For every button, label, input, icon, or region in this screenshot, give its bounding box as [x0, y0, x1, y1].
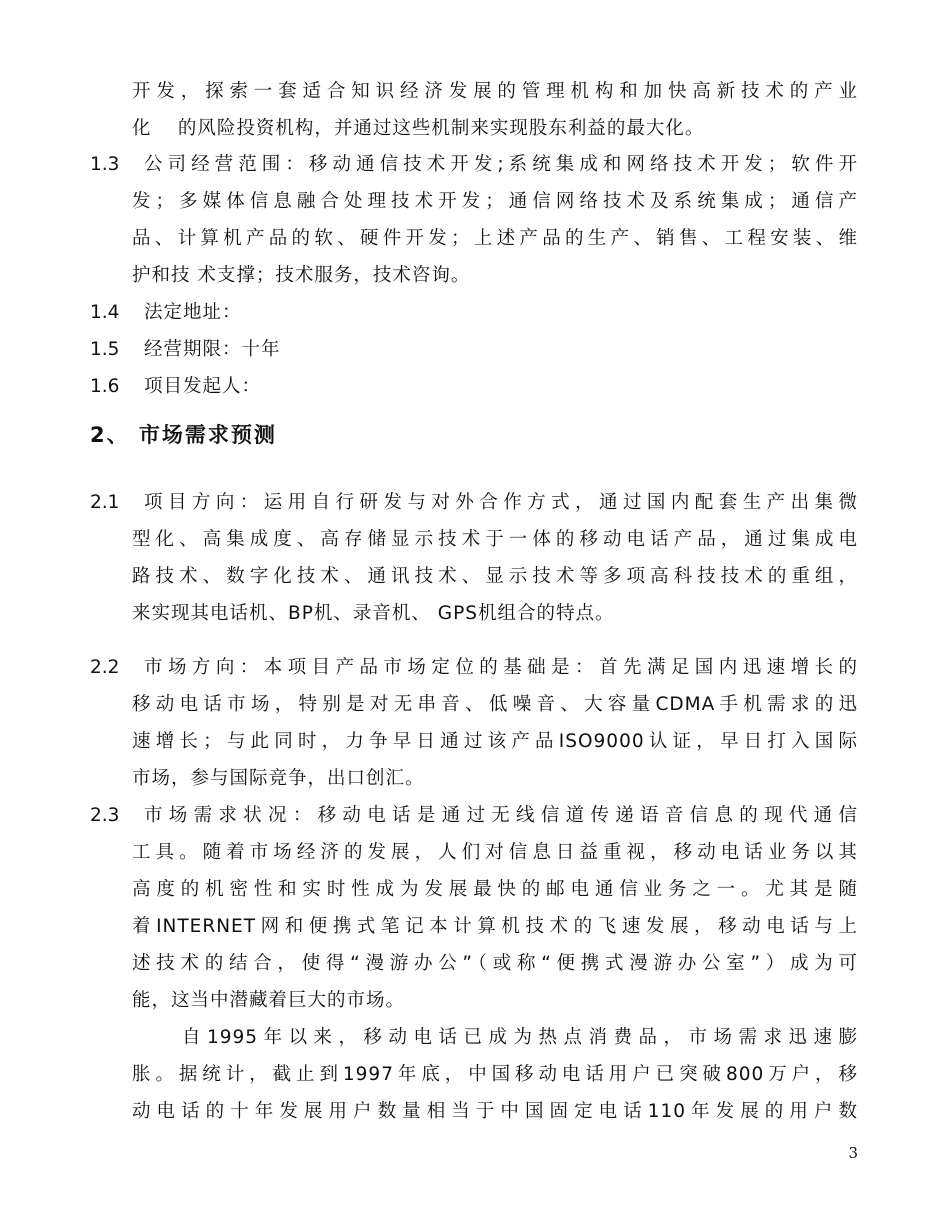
body-line: 自1995年以来，移动电话已成为热点消费品，市场需求迅速膨	[132, 1027, 858, 1048]
section-number: 2.1	[90, 492, 120, 513]
body-line: 速增长；与此同时，力争早日通过该产品ISO9000认证，早日打入国际	[132, 731, 858, 752]
body-line: 述技术的结合，使得“漫游办公”（或称“便携式漫游办公室”）成为可	[132, 953, 858, 974]
body-line: 护和技 术支撑；技术服务，技术咨询。	[132, 265, 471, 286]
body-line: 市场，参与国际竞争，出口创汇。	[132, 768, 425, 789]
body-line: 来实现其电话机、BP机、录音机、 GPS机组合的特点。	[132, 603, 615, 624]
body-line: 胀。据统计，截止到1997年底，中国移动电话用户已突破800万户，移	[132, 1064, 858, 1085]
body-line: 移动电话市场，特别是对无串音、低噪音、大容量CDMA手机需求的迅	[132, 694, 858, 715]
page-number: 3	[848, 1144, 858, 1162]
body-line: 工具。随着市场经济的发展，人们对信息日益重视，移动电话业务以其	[132, 842, 858, 863]
body-line: 化 的风险投资机构，并通过这些机制来实现股东利益的最大化。	[132, 118, 705, 139]
body-line: 发；多媒体信息融合处理技术开发；通信网络技术及系统集成；通信产	[132, 191, 858, 212]
body-line: 型化、高集成度、高存储显示技术于一体的移动电话产品，通过集成电	[132, 529, 858, 550]
body-line: 高度的机密性和实时性成为发展最快的邮电通信业务之一。尤其是随	[132, 879, 858, 900]
section-number: 1.3	[90, 154, 120, 175]
section-number: 1.6	[90, 376, 120, 397]
section-number: 2.2	[90, 657, 120, 678]
body-line: 品、计算机产品的软、硬件开发；上述产品的生产、销售、工程安装、维	[132, 228, 858, 249]
body-line: 公司经营范围：移动通信技术开发;系统集成和网络技术开发；软件开	[144, 154, 858, 175]
body-line: 法定地址：	[144, 302, 242, 323]
body-line: 开发，探索一套适合知识经济发展的管理机构和加快高新技术的产业	[132, 81, 858, 102]
section-heading: 2、 市场需求预测	[90, 423, 277, 447]
body-line: 能，这当中潜藏着巨大的市场。	[132, 990, 406, 1011]
body-line: 项目发起人：	[144, 376, 262, 397]
body-line: 项目方向：运用自行研发与对外合作方式，通过国内配套生产出集微	[144, 492, 858, 513]
body-line: 经营期限：十年	[144, 339, 281, 360]
body-line: 动电话的十年发展用户数量相当于中国固定电话110年发展的用户数	[132, 1101, 858, 1122]
section-number: 1.5	[90, 339, 120, 360]
body-line: 市场需求状况：移动电话是通过无线信道传递语音信息的现代通信	[144, 805, 858, 826]
section-number: 2.3	[90, 805, 120, 826]
body-line: 市场方向：本项目产品市场定位的基础是：首先满足国内迅速增长的	[144, 657, 858, 678]
body-line: 着INTERNET网和便携式笔记本计算机技术的飞速发展，移动电话与上	[132, 916, 858, 937]
body-line: 路技术、数字化技术、通讯技术、显示技术等多项高科技技术的重组，	[132, 566, 858, 587]
section-number: 1.4	[90, 302, 120, 323]
